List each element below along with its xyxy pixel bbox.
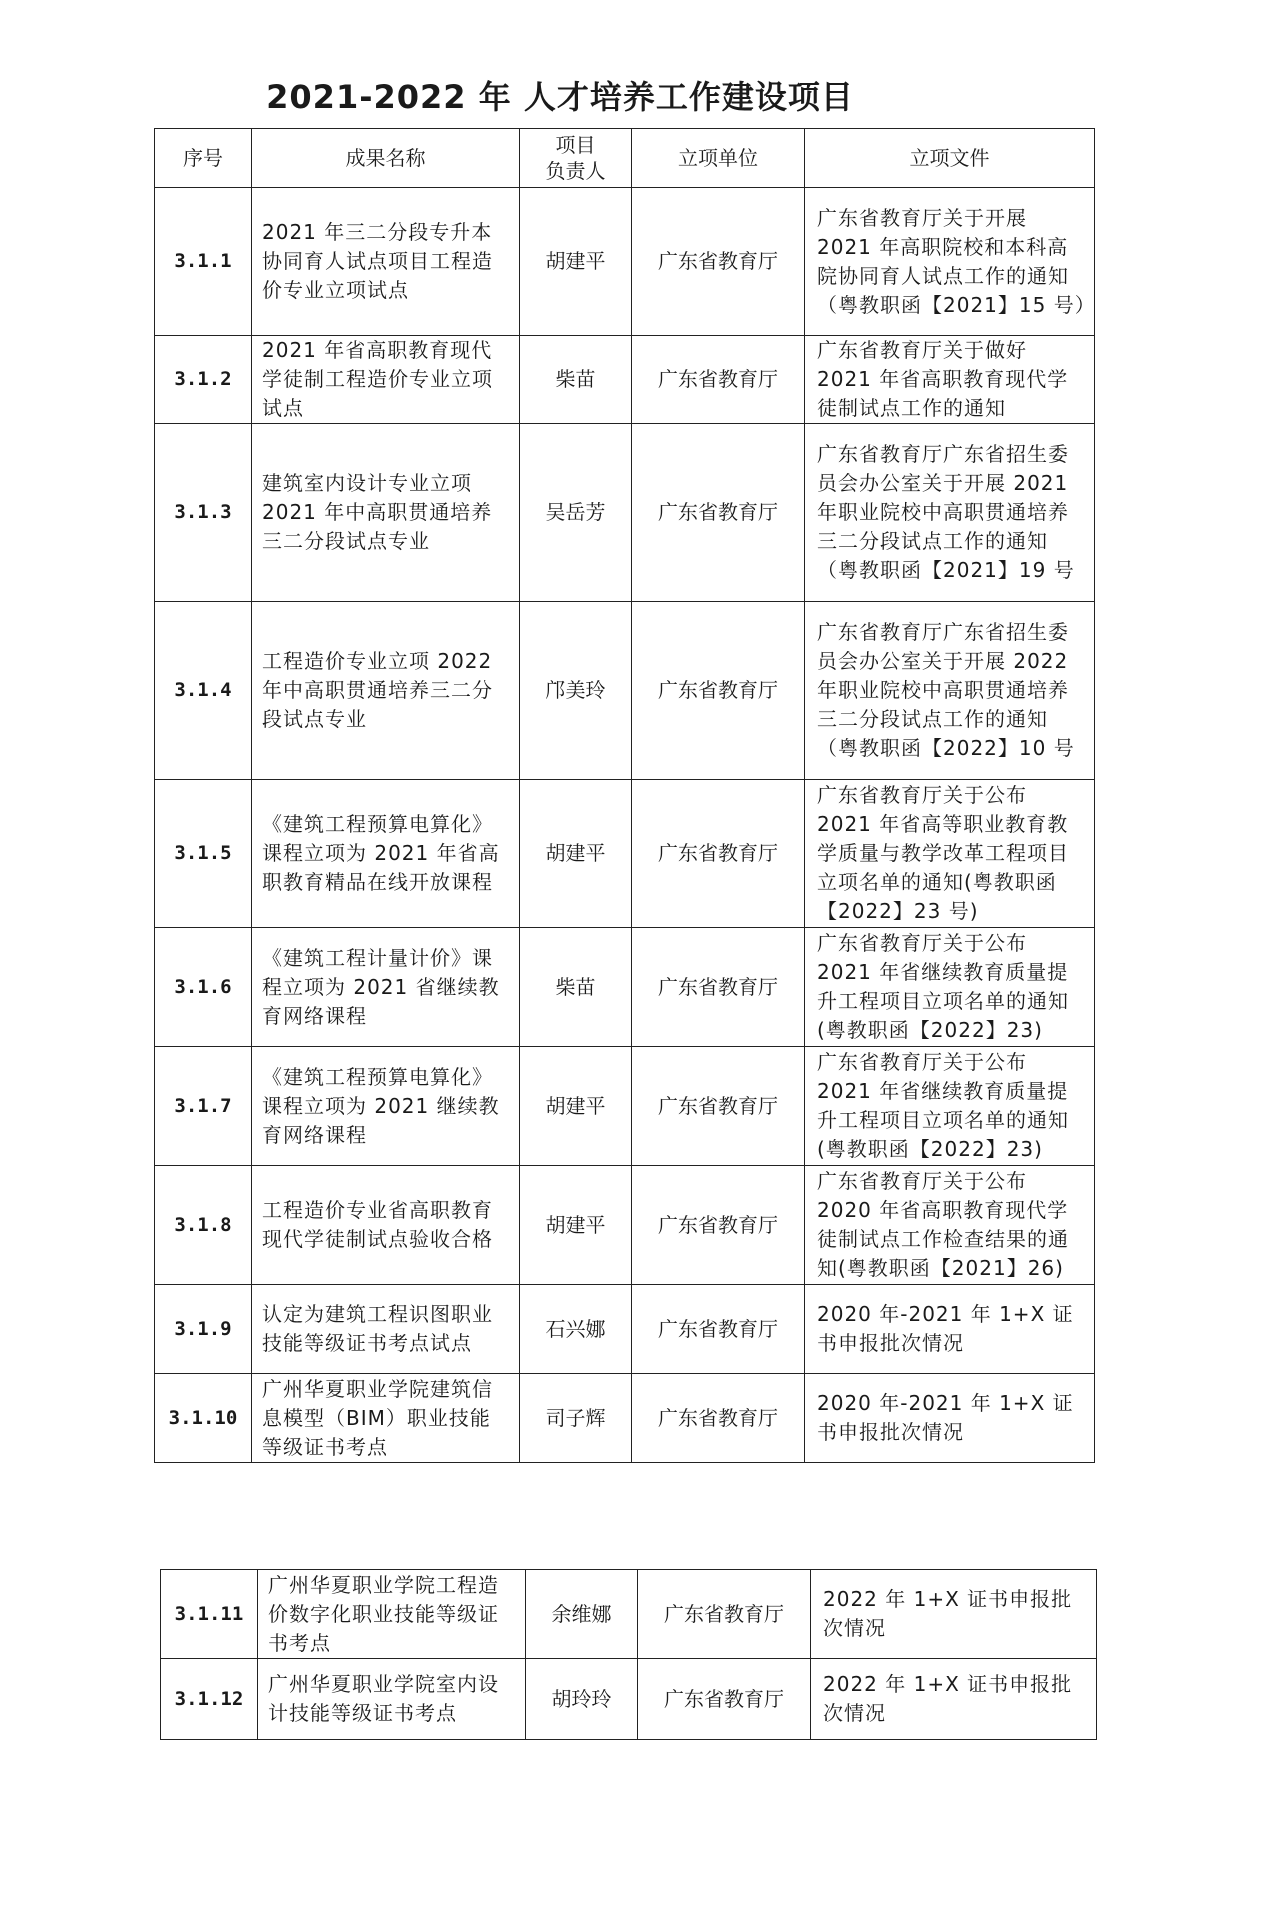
- row-doc: 广东省教育厅关于做好 2021 年省高职教育现代学徒制试点工作的通知: [805, 336, 1095, 424]
- row-num: 3.1.9: [155, 1285, 252, 1374]
- row-person: 邝美玲: [520, 602, 632, 780]
- row-doc: 广东省教育厅广东省招生委员会办公室关于开展 2021 年职业院校中高职贯通培养三二分段试点工作的通知 （粤教职函【2021】19 号: [805, 424, 1095, 602]
- header-person-line1: 项目: [555, 133, 596, 157]
- row-doc: 广东省教育厅关于公布 2020 年省高职教育现代学徒制试点工作检查结果的通知(粤教职函【2021】26): [805, 1166, 1095, 1285]
- row-doc: 2022 年 1+X 证书申报批次情况: [811, 1570, 1097, 1659]
- row-unit: 广东省教育厅: [632, 188, 805, 336]
- row-person: 胡建平: [520, 780, 632, 928]
- row-doc: 广东省教育厅广东省招生委员会办公室关于开展 2022 年职业院校中高职贯通培养三二分段试点工作的通知 （粤教职函【2022】10 号: [805, 602, 1095, 780]
- row-unit: 广东省教育厅: [632, 424, 805, 602]
- table-row: [155, 188, 1095, 336]
- row-unit: 广东省教育厅: [632, 928, 805, 1047]
- row-person: 胡建平: [520, 1047, 632, 1166]
- row-name: 工程造价专业立项 2022 年中高职贯通培养三二分段试点专业: [252, 602, 520, 780]
- projects-table: [154, 128, 1095, 1463]
- row-num: 3.1.5: [155, 780, 252, 928]
- row-num: 3.1.10: [155, 1374, 252, 1463]
- row-person: 胡建平: [520, 1166, 632, 1285]
- projects-table-continued: [160, 1569, 1097, 1740]
- row-person: 柴苗: [520, 336, 632, 424]
- table-row: [155, 1047, 1095, 1166]
- row-doc: 2020 年-2021 年 1+X 证书申报批次情况: [805, 1285, 1095, 1374]
- row-person: 柴苗: [520, 928, 632, 1047]
- table-row: [155, 1166, 1095, 1285]
- row-name: 广州华夏职业学院建筑信息模型（BIM）职业技能等级证书考点: [252, 1374, 520, 1463]
- header-doc: 立项文件: [805, 129, 1095, 188]
- row-name: 2021 年省高职教育现代学徒制工程造价专业立项试点: [252, 336, 520, 424]
- row-unit: 广东省教育厅: [632, 780, 805, 928]
- row-doc: 广东省教育厅关于公布 2021 年省继续教育质量提升工程项目立项名单的通知(粤教职函【2022】23): [805, 1047, 1095, 1166]
- row-num: 3.1.4: [155, 602, 252, 780]
- row-unit: 广东省教育厅: [632, 1166, 805, 1285]
- row-unit: 广东省教育厅: [632, 1374, 805, 1463]
- row-name: 工程造价专业省高职教育现代学徒制试点验收合格: [252, 1166, 520, 1285]
- row-name: 《建筑工程计量计价》课程立项为 2021 省继续教育网络课程: [252, 928, 520, 1047]
- table-row: [155, 424, 1095, 602]
- table-row: [155, 780, 1095, 928]
- row-person: 胡玲玲: [526, 1659, 638, 1740]
- row-person: 余维娜: [526, 1570, 638, 1659]
- row-unit: 广东省教育厅: [632, 336, 805, 424]
- row-name: 广州华夏职业学院工程造价数字化职业技能等级证书考点: [258, 1570, 526, 1659]
- row-person: 吴岳芳: [520, 424, 632, 602]
- header-name: 成果名称: [252, 129, 520, 188]
- table-row: [155, 1374, 1095, 1463]
- row-unit: 广东省教育厅: [632, 1285, 805, 1374]
- row-unit: 广东省教育厅: [638, 1570, 811, 1659]
- table-header-row: [155, 129, 1095, 188]
- row-name: 《建筑工程预算电算化》课程立项为 2021 继续教育网络课程: [252, 1047, 520, 1166]
- row-doc: 广东省教育厅关于公布 2021 年省继续教育质量提升工程项目立项名单的通知(粤教职函【2022】23): [805, 928, 1095, 1047]
- row-num: 3.1.1: [155, 188, 252, 336]
- row-num: 3.1.2: [155, 336, 252, 424]
- header-unit: 立项单位: [632, 129, 805, 188]
- row-unit: 广东省教育厅: [632, 602, 805, 780]
- table-row: [161, 1659, 1097, 1740]
- row-num: 3.1.6: [155, 928, 252, 1047]
- row-name: 建筑室内设计专业立项 2021 年中高职贯通培养三二分段试点专业: [252, 424, 520, 602]
- table-row: [155, 1285, 1095, 1374]
- table-row: [161, 1570, 1097, 1659]
- header-num: 序号: [155, 129, 252, 188]
- row-num: 3.1.7: [155, 1047, 252, 1166]
- table-row: [155, 336, 1095, 424]
- row-unit: 广东省教育厅: [638, 1659, 811, 1740]
- row-person: 石兴娜: [520, 1285, 632, 1374]
- row-num: 3.1.3: [155, 424, 252, 602]
- table-row: [155, 928, 1095, 1047]
- row-unit: 广东省教育厅: [632, 1047, 805, 1166]
- row-doc: 2022 年 1+X 证书申报批次情况: [811, 1659, 1097, 1740]
- row-num: 3.1.11: [161, 1570, 258, 1659]
- header-person: [520, 129, 632, 188]
- row-name: 广州华夏职业学院室内设计技能等级证书考点: [258, 1659, 526, 1740]
- page-title: 2021-2022 年 人才培养工作建设项目: [266, 78, 854, 116]
- row-num: 3.1.12: [161, 1659, 258, 1740]
- header-person-line2: 负责人: [545, 159, 606, 183]
- row-doc: 广东省教育厅关于开展 2021 年高职院校和本科高院协同育人试点工作的通知（粤教职函【2021】15 号）: [805, 188, 1095, 336]
- row-num: 3.1.8: [155, 1166, 252, 1285]
- row-name: 2021 年三二分段专升本协同育人试点项目工程造价专业立项试点: [252, 188, 520, 336]
- table-row: [155, 602, 1095, 780]
- row-doc: 广东省教育厅关于公布 2021 年省高等职业教育教学质量与教学改革工程项目立项名单的通知(粤教职函【2022】23 号): [805, 780, 1095, 928]
- row-person: 司子辉: [520, 1374, 632, 1463]
- row-doc: 2020 年-2021 年 1+X 证书申报批次情况: [805, 1374, 1095, 1463]
- row-person: 胡建平: [520, 188, 632, 336]
- row-name: 《建筑工程预算电算化》课程立项为 2021 年省高职教育精品在线开放课程: [252, 780, 520, 928]
- row-name: 认定为建筑工程识图职业技能等级证书考点试点: [252, 1285, 520, 1374]
